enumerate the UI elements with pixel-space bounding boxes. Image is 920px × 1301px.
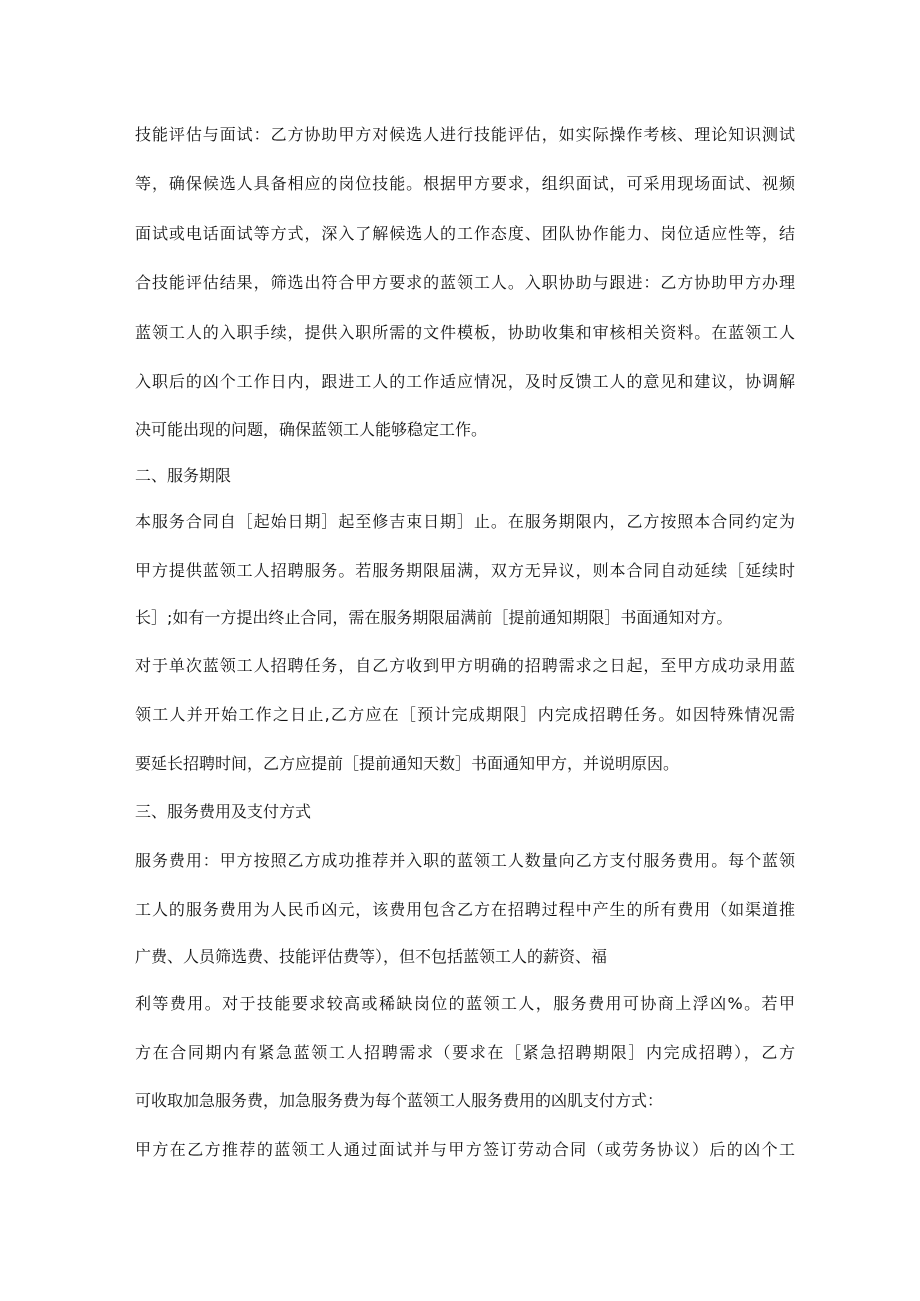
body-line-12: 对于单次蓝领工人招聘任务，自乙方收到甲方明确的招聘需求之日起，至甲方成功录用蓝 xyxy=(135,656,795,675)
body-line-3: 面试或电话面试等方式，深入了解候选人的工作态度、团队协作能力、岗位适应性等，结 xyxy=(135,224,795,243)
body-line-20: 方在合同期内有紧急蓝领工人招聘需求（要求在［紧急招聘期限］内完成招聘），乙方 xyxy=(135,1043,795,1062)
body-line-16: 服务费用：甲方按照乙方成功推荐并入职的蓝领工人数量向乙方支付服务费用。每个蓝领 xyxy=(135,851,795,870)
body-line-5: 蓝领工人的入职手续，提供入职所需的文件模板，协助收集和审核相关资料。在蓝领工人 xyxy=(135,323,795,342)
body-line-19: 利等费用。对于技能要求较高或稀缺岗位的蓝领工人，服务费用可协商上浮凶%。若甲 xyxy=(135,994,795,1013)
section-heading-fees-payment: 三、服务费用及支付方式 xyxy=(135,802,312,821)
body-line-14: 要延长招聘时间，乙方应提前［提前通知天数］书面通知甲方，并说明原因。 xyxy=(135,754,680,773)
body-line-18: 广费、人员筛选费、技能评估费等），但不包括蓝领工人的薪资、福 xyxy=(135,947,608,966)
body-line-9: 本服务合同自［起始日期］起至修吉束日期］止。在服务期限内，乙方按照本合同约定为 xyxy=(135,512,795,531)
body-line-11: 长］;如有一方提出终止合同，需在服务期限届满前［提前通知期限］书面通知对方。 xyxy=(135,608,733,627)
body-line-1: 技能评估与面试：乙方协助甲方对候选人进行技能评估，如实际操作考核、理论知识测试 xyxy=(135,125,795,144)
section-heading-service-term: 二、服务期限 xyxy=(135,466,232,485)
body-line-13: 领工人并开始工作之日止,乙方应在［预计完成期限］内完成招聘任务。如因特殊情况需 xyxy=(135,705,795,724)
body-line-4: 合技能评估结果，筛选出符合甲方要求的蓝领工人。入职协助与跟进：乙方协助甲方办理 xyxy=(135,273,795,292)
body-line-6: 入职后的凶个工作日内，跟进工人的工作适应情况，及时反馈工人的意见和建议，协调解 xyxy=(135,372,795,391)
body-line-2: 等，确保候选人具备相应的岗位技能。根据甲方要求，组织面试，可采用现场面试、视频 xyxy=(135,174,795,193)
body-line-21: 可收取加急服务费，加急服务费为每个蓝领工人服务费用的凶肌支付方式： xyxy=(135,1091,664,1110)
body-line-10: 甲方提供蓝领工人招聘服务。若服务期限届满，双方无异议，则本合同自动延续［延续时 xyxy=(135,561,795,580)
body-line-17: 工人的服务费用为人民币凶元，该费用包含乙方在招聘过程中产生的所有费用（如渠道推 xyxy=(135,900,795,919)
body-line-7: 决可能出现的问题，确保蓝领工人能够稳定工作。 xyxy=(135,420,488,439)
body-line-22: 甲方在乙方推荐的蓝领工人通过面试并与甲方签订劳动合同（或劳务协议）后的凶个工 xyxy=(135,1140,795,1159)
